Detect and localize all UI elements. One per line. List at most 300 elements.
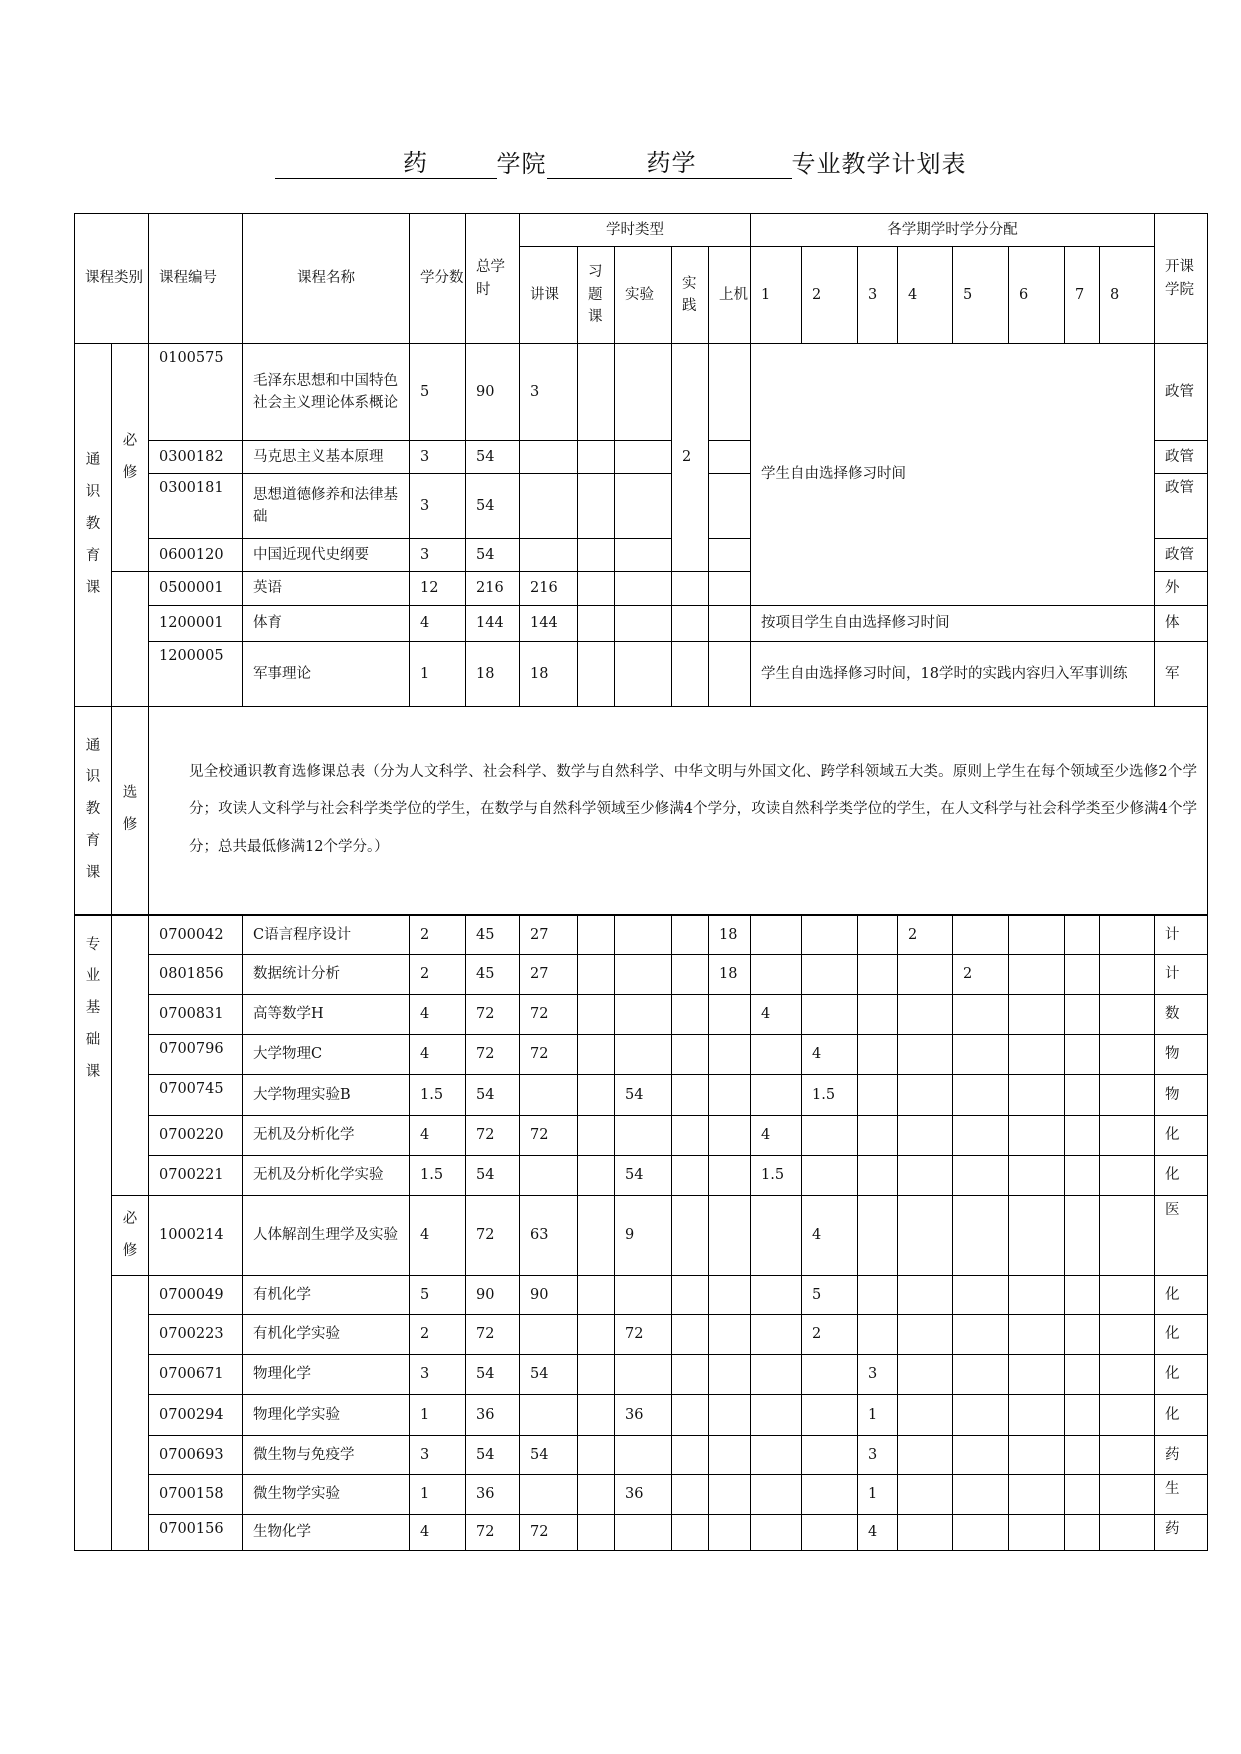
lab — [615, 606, 672, 642]
computer — [709, 606, 751, 642]
dept: 政管 — [1155, 441, 1208, 474]
professional-basic-subtype-blank — [112, 1276, 149, 1551]
dept: 化 — [1155, 1315, 1208, 1355]
course-no: 0700745 — [149, 1075, 243, 1116]
sem-6 — [1009, 1075, 1065, 1116]
course-name: 无机及分析化学 — [243, 1116, 410, 1156]
college-suffix: 学院 — [496, 150, 547, 178]
sem-7 — [1065, 1315, 1100, 1355]
dept: 物 — [1155, 1075, 1208, 1116]
lecture: 90 — [520, 1276, 578, 1315]
sem-4 — [898, 1116, 953, 1156]
dept: 政管 — [1155, 539, 1208, 572]
sem-4 — [898, 1075, 953, 1116]
lecture — [520, 474, 578, 539]
credits: 4 — [410, 1515, 466, 1551]
course-name: 军事理论 — [243, 642, 410, 707]
sem-5 — [953, 1156, 1009, 1196]
course-name: 大学物理实验B — [243, 1075, 410, 1116]
practice — [672, 1035, 709, 1075]
hours: 72 — [466, 1196, 520, 1276]
lab — [615, 995, 672, 1035]
sem-5 — [953, 1196, 1009, 1276]
sem-7 — [1065, 955, 1100, 995]
hours: 36 — [466, 1475, 520, 1515]
course-no: 0700042 — [149, 915, 243, 955]
course-no: 0700671 — [149, 1355, 243, 1395]
lecture: 72 — [520, 1116, 578, 1156]
course-name: C语言程序设计 — [243, 915, 410, 955]
course-no: 1200005 — [149, 642, 243, 707]
lab: 54 — [615, 1156, 672, 1196]
hours: 54 — [466, 1156, 520, 1196]
practice — [672, 606, 709, 642]
sem-6 — [1009, 1515, 1065, 1551]
sem-6 — [1009, 1035, 1065, 1075]
sem-8 — [1100, 955, 1155, 995]
course-no: 0300182 — [149, 441, 243, 474]
dept: 政管 — [1155, 344, 1208, 441]
course-name: 中国近现代史纲要 — [243, 539, 410, 572]
sem-1: 4 — [751, 995, 802, 1035]
dept: 计 — [1155, 915, 1208, 955]
computer — [709, 1395, 751, 1436]
computer — [709, 1196, 751, 1276]
sem-8 — [1100, 1196, 1155, 1276]
credits: 3 — [410, 441, 466, 474]
computer — [709, 1515, 751, 1551]
header-semester-dist: 各学期学时学分分配 — [751, 214, 1155, 247]
lab — [615, 539, 672, 572]
exercise — [578, 606, 615, 642]
computer — [709, 1116, 751, 1156]
sem-6 — [1009, 995, 1065, 1035]
credits: 2 — [410, 955, 466, 995]
sem-7 — [1065, 1475, 1100, 1515]
credits: 2 — [410, 915, 466, 955]
header-exercise: 习题课 — [578, 247, 615, 344]
credits: 2 — [410, 1315, 466, 1355]
dept: 政管 — [1155, 474, 1208, 539]
sem-1 — [751, 1475, 802, 1515]
credits: 3 — [410, 1355, 466, 1395]
sem-4 — [898, 1355, 953, 1395]
sem-3 — [858, 995, 898, 1035]
sem-1 — [751, 915, 802, 955]
hours: 36 — [466, 1395, 520, 1436]
sem-7 — [1065, 1395, 1100, 1436]
exercise — [578, 1156, 615, 1196]
dept: 化 — [1155, 1395, 1208, 1436]
sem-5 — [953, 1475, 1009, 1515]
course-name: 有机化学实验 — [243, 1315, 410, 1355]
credits: 4 — [410, 1196, 466, 1276]
major-suffix: 专业教学计划表 — [791, 150, 967, 178]
course-no: 0600120 — [149, 539, 243, 572]
sem-2: 5 — [802, 1276, 858, 1315]
computer — [709, 1355, 751, 1395]
sem-3 — [858, 1156, 898, 1196]
sem-1 — [751, 1515, 802, 1551]
lecture — [520, 1315, 578, 1355]
course-no: 1000214 — [149, 1196, 243, 1276]
exercise — [578, 1395, 615, 1436]
computer — [709, 1315, 751, 1355]
practice — [672, 995, 709, 1035]
sem-7 — [1065, 995, 1100, 1035]
header-lab: 实验 — [615, 247, 672, 344]
course-name: 物理化学 — [243, 1355, 410, 1395]
hours: 54 — [466, 1075, 520, 1116]
practice — [672, 955, 709, 995]
header-dept: 开课学院 — [1155, 214, 1208, 344]
major-name: 药学 — [637, 148, 707, 179]
dept: 物 — [1155, 1035, 1208, 1075]
hours: 72 — [466, 1116, 520, 1156]
sem-2 — [802, 1355, 858, 1395]
hours: 144 — [466, 606, 520, 642]
exercise — [578, 474, 615, 539]
lab — [615, 915, 672, 955]
practice — [672, 1515, 709, 1551]
sem-1: 4 — [751, 1116, 802, 1156]
course-name: 生物化学 — [243, 1515, 410, 1551]
sem-5 — [953, 1355, 1009, 1395]
major-blank-left — [547, 148, 637, 179]
elective-note: 见全校通识教育选修课总表（分为人文科学、社会科学、数学与自然科学、中华文明与外国文化、跨学科领域五大类。原则上学生在每个领域至少选修2个学分；攻读人文科学与社会科学类学位的学生，在数学与自然科学领域至少修满4个学分，攻读自然科学类学位的学生，在人文科学与社会科学类至少修满4个学分；总共最低修满12个学分。） — [149, 707, 1208, 915]
sem-7 — [1065, 1075, 1100, 1116]
lab — [615, 441, 672, 474]
course-no: 0700220 — [149, 1116, 243, 1156]
practice-shared: 2 — [672, 344, 709, 572]
lecture: 72 — [520, 995, 578, 1035]
college-name: 药 — [387, 148, 445, 179]
header-sem-3: 3 — [858, 247, 898, 344]
hours: 90 — [466, 344, 520, 441]
course-name: 马克思主义基本原理 — [243, 441, 410, 474]
sem-6 — [1009, 915, 1065, 955]
computer — [709, 572, 751, 606]
lecture: 27 — [520, 955, 578, 995]
sem-4 — [898, 995, 953, 1035]
hours: 45 — [466, 955, 520, 995]
sem-6 — [1009, 1475, 1065, 1515]
sem-6 — [1009, 1196, 1065, 1276]
sem-8 — [1100, 1156, 1155, 1196]
dept: 计 — [1155, 955, 1208, 995]
credits: 12 — [410, 572, 466, 606]
subtype-continuation — [112, 572, 149, 707]
sem-8 — [1100, 1515, 1155, 1551]
sem-2: 4 — [802, 1196, 858, 1276]
course-no: 0700693 — [149, 1436, 243, 1475]
sem-5 — [953, 1276, 1009, 1315]
course-no: 0700796 — [149, 1035, 243, 1075]
sem-1 — [751, 955, 802, 995]
sem-5 — [953, 1035, 1009, 1075]
professional-basic-subtype — [112, 1196, 149, 1276]
exercise — [578, 1035, 615, 1075]
sem-1 — [751, 1276, 802, 1315]
header-lecture: 讲课 — [520, 247, 578, 344]
dept: 药 — [1155, 1436, 1208, 1475]
lab — [615, 344, 672, 441]
category-vertical-text: 通 识 教 育 课 — [85, 737, 101, 882]
credits: 1 — [410, 1475, 466, 1515]
lecture: 72 — [520, 1035, 578, 1075]
sem-4 — [898, 1436, 953, 1475]
subtype-vertical-text: 选 修 — [122, 785, 138, 834]
hours: 216 — [466, 572, 520, 606]
course-no: 0700294 — [149, 1395, 243, 1436]
sem-8 — [1100, 1436, 1155, 1475]
header-sem-2: 2 — [802, 247, 858, 344]
exercise — [578, 955, 615, 995]
hours: 45 — [466, 915, 520, 955]
free-choice-note: 学生自由选择修习时间 — [751, 344, 1155, 606]
hours: 54 — [466, 1355, 520, 1395]
sem-7 — [1065, 1515, 1100, 1551]
lab: 72 — [615, 1315, 672, 1355]
practice — [672, 1355, 709, 1395]
sem-2 — [802, 1515, 858, 1551]
course-name: 高等数学H — [243, 995, 410, 1035]
sem-1 — [751, 1355, 802, 1395]
course-name: 英语 — [243, 572, 410, 606]
general-required-category — [75, 344, 112, 707]
sem-1 — [751, 1315, 802, 1355]
lecture — [520, 1475, 578, 1515]
hours: 72 — [466, 995, 520, 1035]
computer — [709, 344, 751, 441]
course-no: 0700158 — [149, 1475, 243, 1515]
header-course-name: 课程名称 — [243, 214, 410, 344]
lab — [615, 1035, 672, 1075]
sem-8 — [1100, 1395, 1155, 1436]
sem-3 — [858, 1116, 898, 1156]
lecture — [520, 441, 578, 474]
sem-7 — [1065, 1156, 1100, 1196]
sem-3 — [858, 1315, 898, 1355]
credits: 1 — [410, 1395, 466, 1436]
credits: 4 — [410, 1116, 466, 1156]
lab — [615, 955, 672, 995]
sem-4 — [898, 1395, 953, 1436]
lab: 36 — [615, 1395, 672, 1436]
sem-8 — [1100, 1075, 1155, 1116]
computer — [709, 995, 751, 1035]
sem-3 — [858, 955, 898, 995]
college-blank-right — [445, 148, 497, 179]
exercise — [578, 539, 615, 572]
general-required-subtype — [112, 344, 149, 572]
course-name: 无机及分析化学实验 — [243, 1156, 410, 1196]
practice — [672, 1276, 709, 1315]
computer — [709, 539, 751, 572]
dept: 生 — [1155, 1475, 1208, 1515]
lecture: 27 — [520, 915, 578, 955]
sem-5 — [953, 1436, 1009, 1475]
lab: 9 — [615, 1196, 672, 1276]
category-vertical-text: 专 业 基 础 课 — [85, 936, 101, 1081]
sem-1 — [751, 1035, 802, 1075]
hours: 54 — [466, 539, 520, 572]
sem-8 — [1100, 1276, 1155, 1315]
course-no: 0700223 — [149, 1315, 243, 1355]
sem-8 — [1100, 1116, 1155, 1156]
computer: 18 — [709, 955, 751, 995]
sem-4 — [898, 1196, 953, 1276]
sem-note: 学生自由选择修习时间，18学时的实践内容归入军事训练 — [751, 642, 1155, 707]
practice — [672, 915, 709, 955]
lecture: 54 — [520, 1436, 578, 1475]
general-elective-subtype — [112, 707, 149, 915]
lab — [615, 1276, 672, 1315]
sem-2 — [802, 955, 858, 995]
lecture — [520, 1075, 578, 1116]
dept: 化 — [1155, 1116, 1208, 1156]
practice — [672, 1315, 709, 1355]
lecture — [520, 1395, 578, 1436]
course-no: 1200001 — [149, 606, 243, 642]
sem-5 — [953, 915, 1009, 955]
sem-6 — [1009, 1276, 1065, 1315]
credits: 3 — [410, 1436, 466, 1475]
course-no: 0500001 — [149, 572, 243, 606]
sem-4 — [898, 1035, 953, 1075]
credits: 1 — [410, 642, 466, 707]
sem-3 — [858, 1035, 898, 1075]
sem-5 — [953, 1395, 1009, 1436]
credits: 4 — [410, 606, 466, 642]
sem-7 — [1065, 1196, 1100, 1276]
lecture: 3 — [520, 344, 578, 441]
dept: 军 — [1155, 642, 1208, 707]
dept: 体 — [1155, 606, 1208, 642]
lab — [615, 1116, 672, 1156]
sem-3 — [858, 1196, 898, 1276]
exercise — [578, 1196, 615, 1276]
header-sem-8: 8 — [1100, 247, 1155, 344]
dept: 外 — [1155, 572, 1208, 606]
sem-2 — [802, 1395, 858, 1436]
sem-4 — [898, 1475, 953, 1515]
exercise — [578, 1116, 615, 1156]
header-course-no: 课程编号 — [149, 214, 243, 344]
exercise — [578, 1436, 615, 1475]
lecture: 72 — [520, 1515, 578, 1551]
sem-4 — [898, 1156, 953, 1196]
page-title — [0, 148, 1241, 179]
credits: 5 — [410, 1276, 466, 1315]
course-name: 思想道德修养和法律基础 — [243, 474, 410, 539]
curriculum-table — [74, 213, 1208, 1551]
credits: 3 — [410, 539, 466, 572]
practice — [672, 572, 709, 606]
category-vertical-text: 通 识 教 育 课 — [85, 452, 101, 596]
computer — [709, 1035, 751, 1075]
course-no: 0700831 — [149, 995, 243, 1035]
sem-2 — [802, 1436, 858, 1475]
hours: 18 — [466, 642, 520, 707]
lecture: 216 — [520, 572, 578, 606]
course-name: 微生物与免疫学 — [243, 1436, 410, 1475]
practice — [672, 1395, 709, 1436]
course-no: 0300181 — [149, 474, 243, 539]
sem-2 — [802, 915, 858, 955]
lecture: 144 — [520, 606, 578, 642]
sem-6 — [1009, 1395, 1065, 1436]
dept: 化 — [1155, 1276, 1208, 1315]
credits: 1.5 — [410, 1156, 466, 1196]
exercise — [578, 1276, 615, 1315]
sem-7 — [1065, 1276, 1100, 1315]
practice — [672, 1075, 709, 1116]
sem-4: 2 — [898, 915, 953, 955]
sem-3: 1 — [858, 1395, 898, 1436]
credits: 3 — [410, 474, 466, 539]
sem-1 — [751, 1436, 802, 1475]
sem-8 — [1100, 1035, 1155, 1075]
lab — [615, 1515, 672, 1551]
sem-1 — [751, 1395, 802, 1436]
computer: 18 — [709, 915, 751, 955]
sem-2 — [802, 1116, 858, 1156]
computer — [709, 441, 751, 474]
exercise — [578, 1475, 615, 1515]
practice — [672, 642, 709, 707]
computer — [709, 642, 751, 707]
sem-1: 1.5 — [751, 1156, 802, 1196]
practice — [672, 1156, 709, 1196]
practice — [672, 1196, 709, 1276]
exercise — [578, 1075, 615, 1116]
course-name: 数据统计分析 — [243, 955, 410, 995]
sem-8 — [1100, 1355, 1155, 1395]
hours: 90 — [466, 1276, 520, 1315]
header-sem-5: 5 — [953, 247, 1009, 344]
sem-7 — [1065, 915, 1100, 955]
lab: 54 — [615, 1075, 672, 1116]
course-no: 0700221 — [149, 1156, 243, 1196]
sem-6 — [1009, 1116, 1065, 1156]
sem-2 — [802, 995, 858, 1035]
lecture: 18 — [520, 642, 578, 707]
sem-3: 1 — [858, 1475, 898, 1515]
course-name: 大学物理C — [243, 1035, 410, 1075]
sem-2: 1.5 — [802, 1075, 858, 1116]
practice — [672, 1475, 709, 1515]
course-no: 0100575 — [149, 344, 243, 441]
sem-8 — [1100, 915, 1155, 955]
exercise — [578, 1315, 615, 1355]
sem-1 — [751, 1075, 802, 1116]
exercise — [578, 642, 615, 707]
sem-8 — [1100, 1475, 1155, 1515]
lecture — [520, 539, 578, 572]
lab: 36 — [615, 1475, 672, 1515]
lab — [615, 1436, 672, 1475]
sem-5 — [953, 1075, 1009, 1116]
sem-3: 4 — [858, 1515, 898, 1551]
course-no: 0700156 — [149, 1515, 243, 1551]
sem-5 — [953, 995, 1009, 1035]
major-blank-right — [707, 148, 792, 179]
lecture — [520, 1156, 578, 1196]
sem-4 — [898, 955, 953, 995]
computer — [709, 1436, 751, 1475]
sem-8 — [1100, 995, 1155, 1035]
